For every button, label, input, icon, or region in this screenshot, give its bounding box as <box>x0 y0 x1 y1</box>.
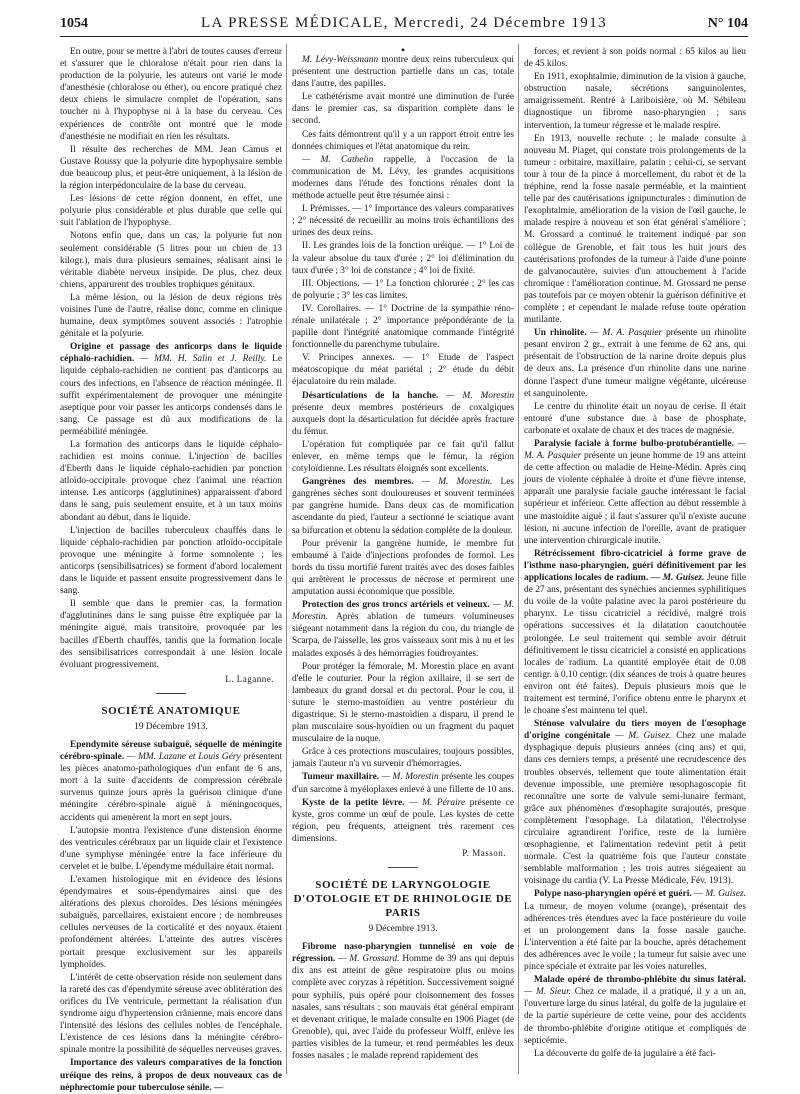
paragraph: Grâce à ces protections musculaires, toujours possibles, jamais l'auteur n'a vu survenir d'hémorragies. <box>292 747 514 770</box>
paragraph: L'opération fut compliquée par ce fait qu'il fallut enlever, en même temps que le fémur, la région cotyloïdienne. Les résultats éloignés sont excellents. <box>292 439 514 475</box>
article-body: présente ce kyste, gros comme un œuf de poule. Les kystes de cette région, peu fréquents, atteignent très rarement ces dimensions. <box>292 797 515 844</box>
paragraph: En 1911, exophtalmie, diminution de la vision à gauche, obstruction nasale, sécrétions sanguinolentes, amaigrissement. Rentré à Lariboisière, où M. Sébileau diagnostique un fibrome naso-pharyngien ; sans intervention, la tumeur régresse et le malade respire. <box>524 72 746 131</box>
paragraph: IV. Corollaires. — 1° Doctrine de la sympathie réno-rénale unilatérale ; 2° importance prépondérante de la papille dont l'intégrité anatomique commande l'intégrité fonctionnelle du parenchyme tubulaire. <box>292 303 514 351</box>
article-heading: Ependymite séreuse subaiguë, séquelle de méningite cérébro-spinale. <box>60 739 282 763</box>
article-heading: Fibrome naso-pharyngien tunnelisé en voie de régression. <box>292 942 514 965</box>
article-authors: — M. Sieur. <box>524 987 572 998</box>
article <box>524 974 746 1047</box>
article-authors: — M. Péraire <box>404 797 466 808</box>
paragraph: En 1913, nouvelle rechute ; le malade consulte à nouveau M. Piaget, qui constate trois prolongements de la tumeur : orbitaire, maxillaire, palatin ; celui-ci, se servant tour à tour de la pince à morcellement, du rabot et de la tréphine, rend la fosse nasale perméable, et la maintient telle par des cautérisations ignipuncturales : diminution de l'exophtalmie, amélioration de la vision de l'œil gauche, le malade respire à nouveau et son état général s'améliore ; M. Grossard a continué le traitement indiqué par son collègue de Grenoble, et fait tous les huit jours des cautérisations profondes de la tumeur à l'aide d'une pointe de galvanocautère, suivies d'un attouchement à l'acide chromique : l'amélioration continue. M. Grossard ne pense pas toutefois par ce moyen obtenir la guérison définitive et complète ; et cependant le malade refuse toute opération mutilante. <box>524 133 746 326</box>
section-title: SOCIÉTÉ ANATOMIQUE <box>101 704 241 717</box>
signature: L. Laganne. <box>225 673 274 684</box>
article-body: Après ablation de tumeurs volumineuses siégeant notamment dans la région du cou, du triangle de Scarpa, de l'aisselle, les gros vaisseaux sont mis à nu et les malades exposés à des hémorragies foudroyantes. <box>292 612 514 659</box>
paragraph: V. Principes annexes. — 1° Etude de l'aspect méatoscopique du méat pariétal ; 2° étude du débit éjaculatoire du rein malade. <box>292 353 514 388</box>
article-body: Les gangrènes sèches sont douloureuses et souvent terminées par gangrène humide. Dans deux cas de momification ascendante du pied, l'auteur a sectionné le sciatique avant sa bifurcation et obtenu la sédation complète de la douleur. <box>292 477 514 536</box>
article <box>524 327 746 400</box>
article <box>524 438 746 547</box>
article-body: Chez ce malade, il a pratiqué, il y a un an, l'ouverture large du sinus latéral, du golfe de la jugulaire et de la partie supérieure de cette veine, pour des accidents de thrombo-phlébite d'origine otitique et compliqués de septicémie. <box>524 987 746 1046</box>
article <box>60 341 282 438</box>
article <box>524 888 746 973</box>
issue-number: N° 104 <box>707 16 748 31</box>
article-authors: — M. Morestin <box>379 772 439 783</box>
masthead: LA PRESSE MÉDICALE, Mercredi, 24 Décembre 1913 <box>200 15 607 31</box>
paragraph: La formation des anticorps dans le liquide céphalo-rachidien est moins connue. L'injection de bacilles d'Eberth dans le liquide céphalo-rachidien par ponction atloïdo-occipitale provoque chez l'animal une réaction intense. Les anticorps (agglutinines) apparaissent d'abord dans le sang, puis seulement ensuite, et à un taux moins abondant au début, dans le liquide. <box>60 440 282 523</box>
paragraph: Il résulte des recherches de MM. Jean Camus et Gustave Roussy que la polyurie dite hypophysaire semble due beaucoup plus, et peut-être uniquement, à la lésion de la région interpédonculaire de la base du cerveau. <box>60 144 282 192</box>
paragraph: Le centre du rhinolite était un noyau de cerise. Il était entouré d'une substance due à base de phosphate, carbonate et oxalate de chaux et des traces de magnésie. <box>524 401 746 436</box>
separator <box>388 867 418 868</box>
article-heading: Un rhinolite. <box>534 328 587 339</box>
article <box>292 390 514 438</box>
article-body: montre deux reins tuberculeux qui présentent une destruction partielle dans un cas, totale dans l'autre, des papilles. <box>292 55 514 90</box>
article-heading: Kyste de la petite lèvre. <box>302 797 405 808</box>
paragraph: En outre, pour se mettre à l'abri de toutes causes d'erreur et s'assurer que le chloralose n'était pour rien dans la production de la polyurie, les auteurs ont varié le mode d'anesthésie (chloralose ou éther), ou encore pratiqué chez deux chiens le simulacre complet de l'opération, sans toucher ni à l'hypophyse ni à la base du cerveau. Ces expériences de contrôle ont montré que le mode d'anesthésie ne modifiait en rien les résultats. <box>60 47 282 142</box>
article-authors: — M. Guisez. <box>648 573 705 584</box>
article-body: présente les coupes d'un sarcome à myéloplaxes enlevé à une fillette de 10 ans. <box>292 772 514 795</box>
article-authors: — M. Morestin <box>438 390 515 401</box>
paragraph: La découverte du golfe de la jugulaire a été faci- <box>534 1048 716 1059</box>
article-heading: Malade opéré de thrombo-phlébite du sinus latéral. <box>534 975 746 986</box>
article-heading: Polype naso-pharyngien opéré et guéri. <box>534 889 692 900</box>
article-body: présentent les pièces anatomo-pathologiques d'un enfant de 6 ans, mort à la suite d'accidents de compression cérébrale survenus quinze jours après la guérison clinique d'une méningite cérébro-spinale aiguë à méningocoques, accidents qui amenèrent la mort en sept jours. <box>60 752 282 823</box>
paragraph: Il semble que dans le premier cas, la formation d'agglutinines dans le sang puisse être expliquée par la méningite aiguë, mais transitoire, provoquée par les bacilles d'Eberth chauffés, tandis que la formation locale des sensibilisatrices correspondait à une lésion locale évoluant progressivement. <box>60 599 282 670</box>
paragraph: L'injection de bacilles tuberculeux chauffés dans le liquide céphalo-rachidien par ponction atloïdo-occipitale provoque une méningite à forme somnolente ; les anticorps (sensibilisatrices) se forment d'abord localement dans le liquide et passent ensuite progressivement dans le sang. <box>60 525 282 597</box>
article <box>292 797 514 845</box>
section-date: 9 Décembre 1913. <box>368 924 438 935</box>
article <box>292 476 514 536</box>
article-authors: — M. Morestin. <box>292 600 514 623</box>
paragraph: Le cathétérisme avait montré une diminution de l'urée dans le premier cas, sa disparition complète dans le second. <box>292 92 514 127</box>
column-ornament: • <box>400 43 406 57</box>
paragraph: forces, et revient à son poids normal : 65 kilos au lieu de 45 kilos. <box>524 47 746 70</box>
column-1 <box>60 46 282 1093</box>
page-number: 1054 <box>60 16 88 31</box>
article <box>292 54 514 90</box>
article <box>524 548 746 717</box>
separator <box>156 693 186 694</box>
article-authors: M. Lévy-Weissmann <box>302 55 379 65</box>
page-header <box>60 14 748 37</box>
article <box>60 739 282 824</box>
article-authors: — M. Morestin. <box>413 477 493 488</box>
article-authors: — M. A. Pasquier <box>524 439 746 462</box>
paragraph: II. Les grandes lois de la fonction uréique. — 1° Loi de la valeur absolue du taux d'urée ; 2° loi d'élimination du taux d'urée ; 3° loi de constance ; 4° loi de fixité. <box>292 241 514 276</box>
article-body: présente un rhinolite pesant environ 2 gr., extrait à une femme de 62 ans, qui présentait de l'obstruction de la narine droite depuis plus de deux ans. La présence d'un rhinolite dans une narine donne l'aspect d'une tumeur maligne végétante, ulcéreuse et sanguinolente. <box>524 328 746 399</box>
article-body: présente un jeune homme de 19 ans atteint de cette affection ou maladie de Heine-Médin. Après cinq jours de violente céphalée à droite et d'une fièvre intense, apparaît une paralysie faciale gauche intéressant le facial supérieur et inférieur. Cette affection au début ressemble à une mastoïdite aiguë ; il faut s'assurer qu'il n'existe aucune lésion, ni aucune infection de l'oreille, avant de pratiquer une intervention chirurgicale inutile. <box>524 451 747 546</box>
article <box>292 599 514 659</box>
paragraph: Pour prévenir la gangrène humide, le membre fut embaumé à l'aide d'injections profondes de formol. Les bords du tissu mortifié furent traités avec des doses faibles qui arrêtèrent le processus de nécrose et permirent une amputation aussi économique que possible. <box>292 538 514 598</box>
article <box>292 941 514 1062</box>
column-3 <box>524 46 746 1074</box>
section-date: 19 Décembre 1913. <box>134 721 208 732</box>
article-authors: — M. A. Pasquier <box>586 328 663 339</box>
article-heading: Désarticulations de la hanche. <box>302 390 439 401</box>
paragraph: Notons enfin que, dans un cas, la polyurie fut non seulement considérable (5 litres pour un chien de 13 kilogr.), mais dura plusieurs semaines, réalisant ainsi le véritable diabète nerveux insipide. De plus, chez deux chiens, apparurent des troubles trophiques génitaux. <box>60 231 282 290</box>
article-authors: — M. Guisez. <box>610 731 672 742</box>
article-body: rappelle, à l'occasion de la communication de M. Lévy, les grandes acquisitions modernes dans l'étude des fonctions rénales dont la méthode actuelle peut être résumée ainsi : <box>292 154 515 202</box>
article <box>292 154 514 202</box>
article <box>524 718 746 887</box>
article-body: Homme de 39 ans qui depuis dix ans est atteint de gêne respiratoire plus ou moins complète avec coryzas à répétition. Successivement soigné pour syphilis, puis opéré pour cloisonnement des fosses nasales, sans résultats ; son mauvais état général empirant et devenant critique, le malade consulte en 1906 Piaget (de Grenoble), qui, avec l'aide du professeur Wolff, enlève les parties visibles de la tumeur, et rend perméables les deux fosses nasales ; le malade reprend rapidement des <box>292 954 514 1062</box>
article-heading: Origine et passage des anticorps dans le liquide céphalo-rachidien. <box>60 342 282 365</box>
paragraph: I. Prémisses. — 1° Importance des valeurs comparatives ; 2° nécessité de recueillir au moins trois échantillons des urines des deux reins. <box>292 204 514 239</box>
paragraph: Pour protéger la fémorale, M. Morestin place en avant d'elle le couturier. Pour la région axillaire, il se sert de lambeaux du grand dorsal et du pectoral. Pour le cou, il suture le sterno-mastoïdien au ventre postérieur du digastrique. Si le sterno-mastoïdien a disparu, il prend le plan musculaire sous-hyoïdien ou un fragment du paquet musculaire de la nuque. <box>292 661 514 745</box>
article-heading: Gangrènes des membres. <box>302 477 414 488</box>
signature: P. Masson. <box>462 848 506 858</box>
paragraph: Les lésions de cette région donnent, en effet, une polyurie plus considérable et plus durable que celle qui suit l'ablation de l'hypophyse. <box>60 194 282 229</box>
paragraph: L'autopsie montra l'existence d'une distension énorme des ventricules cérébraux par un liquide clair et l'existence d'une symphyse méningée entre la face inférieure du cervelet et le bulbe. L'épendyme médullaire était normal. <box>60 825 282 872</box>
article-authors: — M. Guisez. <box>691 889 746 900</box>
article-body: Jeune fille de 27 ans, présentant des synéchies anciennes syphilitiques du voile de la voûte palatine avec la paroi postérieure du pharynx. Le tissu cicatriciel a récidivé, malgré trois opérations successives et la dilatation caoutchoutée prolongée. Le seul traitement qui semble avoir détruit définitivement le tissu cicatriciel a consisté en applications locales de radium. La quantité employée était de 0.08 centigr. à 0,10 centigr. (dix séances de trois à quatre heures environ ont été faites). Depuis plusieurs mois que le traitement est terminé, l'orifice obtenu entre le pharynx et le choane s'est maintenu tel quel. <box>524 573 746 717</box>
article-body: Chez une malade dysphagique depuis plusieurs années (cinq ans) et qui, dans ces derniers temps, a présenté une recrudescence des troubles observés, tellement que toute alimentation était devenue impossible, une première œsophagoscopie fit reconnaître une sorte de valvule semi-lunaire fermant, grâce aux phénomènes d'œsophagite surajoutés, presque complètement l'œsophage. La dilatation, l'électrolyse circulaire agrandirent l'orifice, reste de la lumière œsophagienne, et l'alimentation redevint petit à petit normale. C'est la quatrième fois que l'auteur constate semblable malformation ; les trois autres siégeaient au voisinage du cardia (V. La Presse Médicale, Fév. 1913). <box>524 731 747 887</box>
article-body: La tumeur, de moyen volume (orange), présentait des adhérences très étendues avec la face postérieure du voile et un prolongement dans la fosse nasale gauche. L'intervention a été faite par la bouche, après détachement des adhérences avec le voile ; la tumeur fut saisie avec une pince spéciale et extraite par les voies naturelles. <box>524 901 746 973</box>
article <box>292 771 514 795</box>
paragraph: III. Objections. — 1° La fonction chlorurée ; 2° les cas de polyurie ; 3° les cas limites. <box>292 278 514 301</box>
section-title: SOCIÉTÉ DE LARYNGOLOGIE D'OTOLOGIE ET DE RHINOLOGIE DE PARIS <box>293 879 513 920</box>
article-authors: — M. Cathelin <box>302 154 374 165</box>
article-heading: Paralysie faciale à forme bulbo-protubérantielle. <box>534 439 734 449</box>
paragraph: Ces faits démontrent qu'il y a un rapport étroit entre les données chimiques et l'état anatomique du rein. <box>292 129 514 152</box>
paragraph: La même lésion, ou la lésion de deux régions très voisines l'une de l'autre, réalise donc, comme en clinique humaine, deux symptômes souvent associés : l'atrophie génitale et la polyurie. <box>60 292 282 340</box>
column-2 <box>292 43 515 1074</box>
article-heading: Rétrécissement fibro-cicatriciel à forme grave de l'isthme naso-pharyngien, guéri définitivement par les applications locales de radium. <box>524 548 746 584</box>
column-rule <box>286 44 287 1074</box>
article-heading: Protection des gros troncs artériels et veineux. <box>302 600 490 611</box>
paragraph: L'examen histologique mit en évidence des lésions épendymaires et sous-épendymaires ainsi que des altérations des plexus choroïdes. Des lésions méningées subaiguës, parcellaires, existaient encore ; de nombreuses cellules nerveuses de la corticalité et des noyaux étaient profondément altérées. L'atteinte des autres viscères portait presque exclusivement sur les appareils lymphoïdes. <box>60 875 282 970</box>
article-heading: Tumeur maxillaire. <box>302 772 380 783</box>
article-heading: Importance des valeurs comparatives de la fonction uréique des reins, à propos de deux nouveaux cas de néphrectomie pour tuberculose sénile. — <box>60 1058 282 1093</box>
column-rule <box>518 44 519 1074</box>
article-body: Le liquide céphalo-rachidien ne contient pas d'anticorps au cours des infections, en l'absence de réaction méningée. Il suffit expérimentalement de provoquer une méningite aseptique pour voir passer les anticorps condensés dans le sang. Ce passage est dû aux modifications de la perméabilité méningée. <box>60 354 282 437</box>
article-authors: — MM. Lazane et Louis Géry <box>124 752 241 763</box>
article-authors: — MM. H. Salin et J. Reilly. <box>134 354 267 365</box>
paragraph: L'intérêt de cette observation réside non seulement dans la rareté des cas d'épendymite séreuse avec oblitération des orifices du IVe ventricule, permettant la réalisation d'un syndrome aigu d'hypertension crânienne, mais encore dans l'intensité des lésions des cellules nobles de l'encéphale. L'existence de ces lésions dans la méningite cérébro-spinale montre la possibilité de séquelles nerveuses graves. <box>60 972 282 1056</box>
article-heading: Sténose valvulaire du tiers moyen de l'œsophage d'origine congénitale <box>524 719 746 742</box>
article-body: présente deux membres postérieurs de coxalgiques auxquels dont la désarticulation fut décidée après fracture du fémur. <box>292 402 514 437</box>
article-authors: — M. Grossard. <box>335 954 400 965</box>
